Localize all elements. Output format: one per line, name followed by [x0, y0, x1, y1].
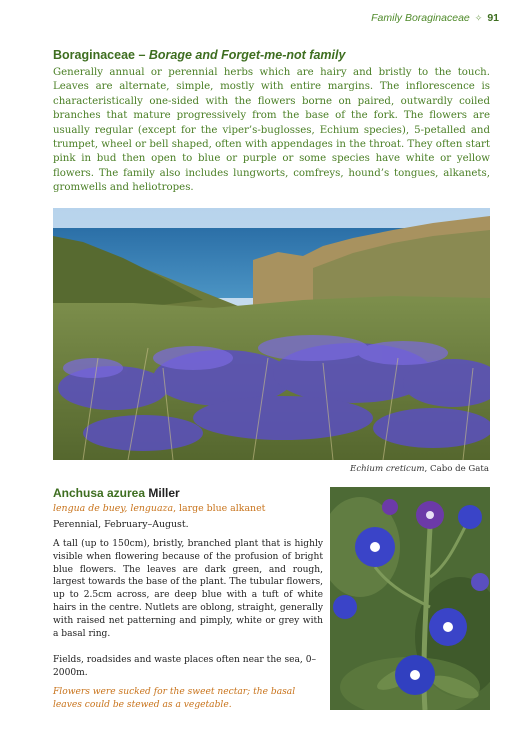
anchusa-flower-photo [330, 487, 490, 710]
page-number: 91 [487, 12, 499, 24]
running-head-separator-icon: ✧ [474, 13, 483, 23]
family-name: Boraginaceae [53, 48, 135, 62]
photo-caption-species: Echium creticum [350, 464, 425, 474]
family-heading [53, 48, 493, 62]
running-head [371, 12, 499, 24]
species-common-names [53, 503, 323, 514]
species-common-english: , large blue alkanet [173, 503, 266, 514]
species-uses-note: Flowers were sucked for the sweet nectar; the basal leaves could be stewed as a vegetable. [53, 687, 296, 710]
photo-caption-place: , Cabo de Gata [424, 464, 489, 474]
species-description: A tall (up to 150cm), bristly, branched plant that is highly visible when flowering because of the profusion of bright blue flowers. The leaves are dark green, and rough, largest towards the base of the plant. The tubular flowers, up to 2.5cm across, are deep blue with a tuft of white hairs in the centre. Nutlets are oblong, straight, generally with raised net patterning and pimply, white or grey with a basal ring. [53, 539, 323, 639]
photo-caption [350, 464, 489, 474]
species-lifeform-flowering: Perennial, February–August. [53, 519, 189, 530]
family-common-name: Borage and Forget-me-not family [148, 48, 346, 62]
species-heading [53, 486, 180, 500]
running-head-title: Family Boraginaceae [371, 12, 470, 24]
species-habitat: Fields, roadsides and waste places often near the sea, 0–2000m. [53, 655, 317, 678]
species-author: Miller [145, 486, 180, 500]
echium-landscape-photo [53, 208, 490, 460]
species-common-local: lengua de buey, lenguaza [53, 503, 174, 514]
family-heading-dash: – [134, 48, 149, 62]
species-binomial: Anchusa azurea [53, 486, 146, 500]
family-intro-paragraph: Generally annual or perennial herbs which are hairy and bristly to the touch. Leaves are alternate, simple, mostly with entire margins. The inflorescence is characteristically one-sided with the flowers borne on paired, outwardly coiled branches that mature progressively from the base of the fork. The flowers are usually regular (except for the viper’s-buglosses, Echium species), 5-petalled and trumpet, wheel or bell shaped, often with appendages in the throat. They often start pink in bud then open to blue or purple or some species have white or yellow flowers. The family also includes lungworts, comfreys, hound’s tongues, alkanets, gromwells and heliotropes. [53, 67, 490, 194]
